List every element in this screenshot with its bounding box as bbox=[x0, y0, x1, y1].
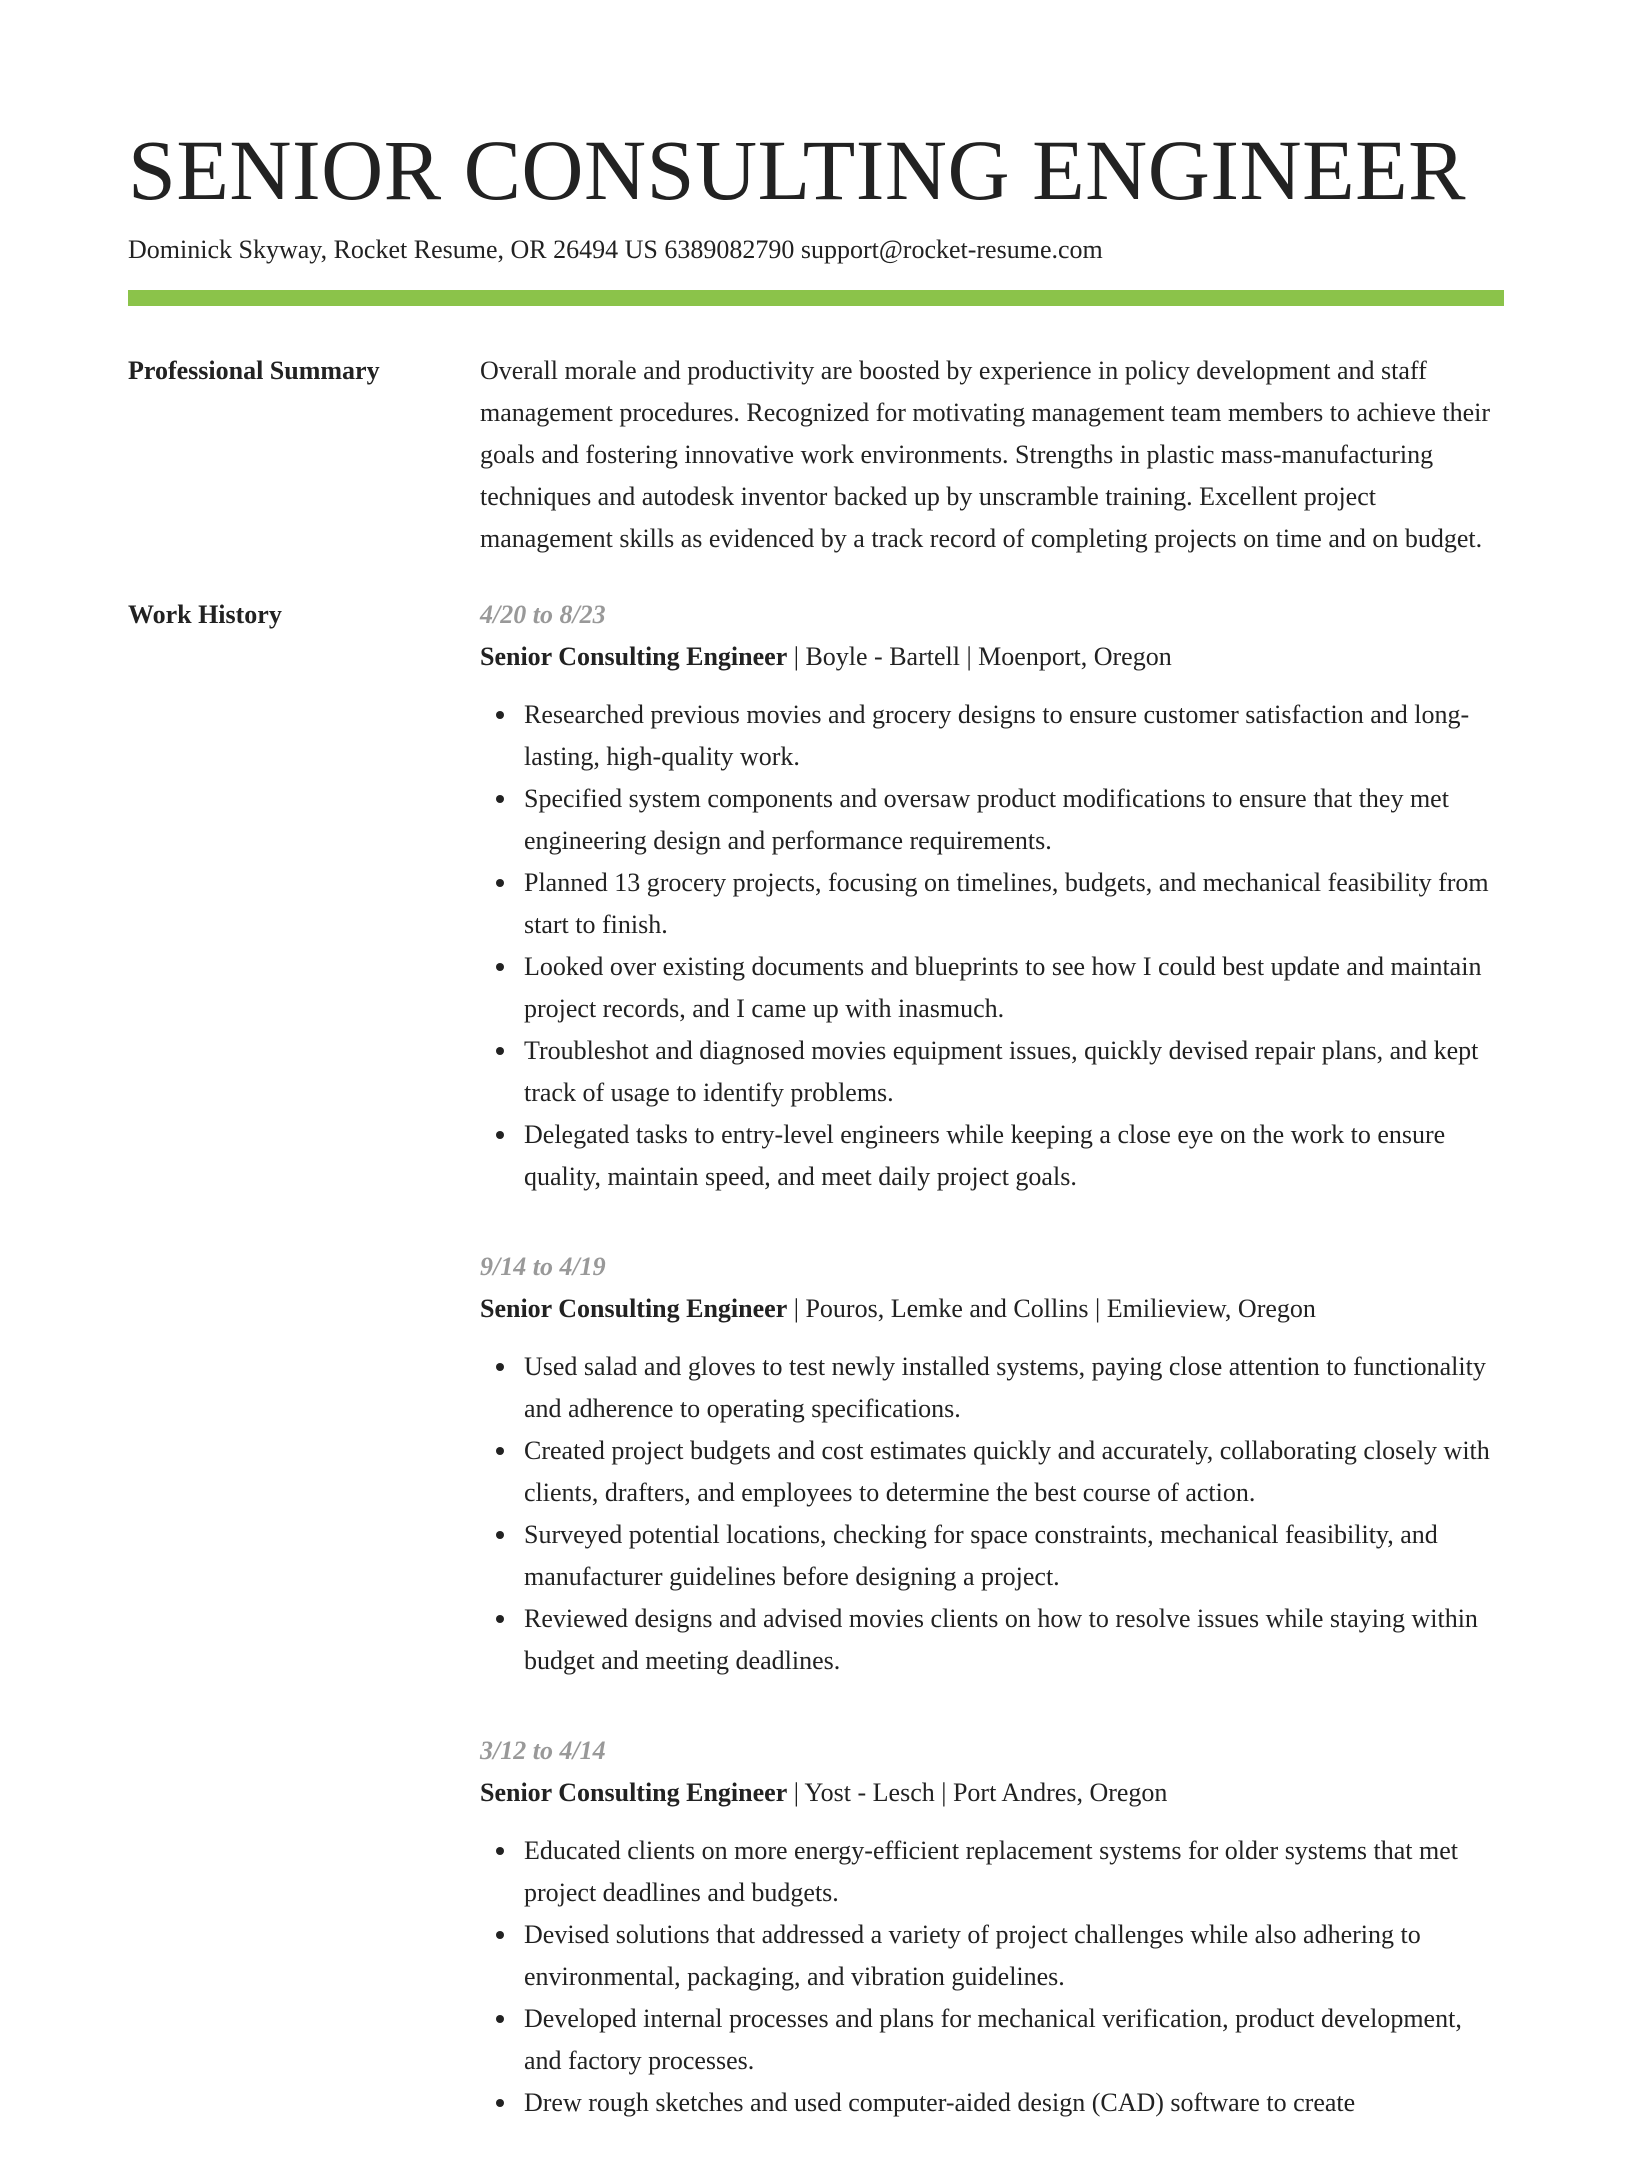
job-bullets bbox=[480, 694, 1504, 1198]
resume-page bbox=[128, 120, 1504, 2172]
job-bullet: Specified system components and oversaw product modifications to ensure that they met engineering design and performance requirements. bbox=[524, 778, 1504, 862]
job-details: | Pouros, Lemke and Collins | Emilieview, Oregon bbox=[787, 1294, 1316, 1323]
work-history-heading: Work History bbox=[128, 600, 282, 629]
page-title: SENIOR CONSULTING ENGINEER bbox=[128, 122, 1467, 218]
job-details: | Yost - Lesch | Port Andres, Oregon bbox=[787, 1778, 1168, 1807]
job-header bbox=[480, 636, 1504, 678]
job-bullets bbox=[480, 1830, 1504, 2124]
job-bullet: Troubleshot and diagnosed movies equipment issues, quickly devised repair plans, and kept track of usage to identify problems. bbox=[524, 1030, 1504, 1114]
job-entry bbox=[480, 594, 1504, 1198]
job-title: Senior Consulting Engineer bbox=[480, 1778, 788, 1807]
summary-section bbox=[128, 350, 1504, 560]
job-dates: 4/20 to 8/23 bbox=[480, 600, 606, 629]
job-title: Senior Consulting Engineer bbox=[480, 1294, 788, 1323]
job-dates: 9/14 to 4/19 bbox=[480, 1252, 606, 1281]
job-entry bbox=[480, 1246, 1504, 1682]
job-entry bbox=[480, 1730, 1504, 2124]
job-bullets bbox=[480, 1346, 1504, 1682]
job-bullet: Planned 13 grocery projects, focusing on timelines, budgets, and mechanical feasibility from start to finish. bbox=[524, 862, 1504, 946]
job-bullet: Educated clients on more energy-efficient replacement systems for older systems that met project deadlines and budgets. bbox=[524, 1830, 1504, 1914]
work-history-body bbox=[480, 594, 1504, 2172]
summary-body bbox=[480, 350, 1504, 560]
job-bullet: Surveyed potential locations, checking for space constraints, mechanical feasibility, and manufacturer guidelines before designing a project. bbox=[524, 1514, 1504, 1598]
job-bullet: Drew rough sketches and used computer-aided design (CAD) software to create bbox=[524, 2082, 1504, 2124]
job-bullet: Devised solutions that addressed a variety of project challenges while also adhering to environmental, packaging, and vibration guidelines. bbox=[524, 1914, 1504, 1998]
summary-heading: Professional Summary bbox=[128, 356, 380, 385]
job-bullet: Developed internal processes and plans for mechanical verification, product development, and factory processes. bbox=[524, 1998, 1504, 2082]
job-bullet: Looked over existing documents and blueprints to see how I could best update and maintain project records, and I came up with inasmuch. bbox=[524, 946, 1504, 1030]
job-header bbox=[480, 1288, 1504, 1330]
contact-line: Dominick Skyway, Rocket Resume, OR 26494 US 6389082790 support@rocket-resume.com bbox=[128, 235, 1103, 264]
accent-divider bbox=[128, 290, 1504, 306]
work-history-section bbox=[128, 594, 1504, 2172]
summary-text: Overall morale and productivity are boosted by experience in policy development and staff management procedures. Recognized for motivating management team members to achieve their goals and fostering innovative work environments. Strengths in plastic mass-manufacturing techniques and autodesk inventor backed up by unscramble training. Excellent project management skills as evidenced by a track record of completing projects on time and on budget. bbox=[480, 356, 1491, 553]
job-dates: 3/12 to 4/14 bbox=[480, 1736, 606, 1765]
job-header bbox=[480, 1772, 1504, 1814]
job-bullet: Reviewed designs and advised movies clients on how to resolve issues while staying within budget and meeting deadlines. bbox=[524, 1598, 1504, 1682]
job-details: | Boyle - Bartell | Moenport, Oregon bbox=[787, 642, 1172, 671]
job-bullet: Researched previous movies and grocery designs to ensure customer satisfaction and long-lasting, high-quality work. bbox=[524, 694, 1504, 778]
job-title: Senior Consulting Engineer bbox=[480, 642, 788, 671]
job-bullet: Delegated tasks to entry-level engineers while keeping a close eye on the work to ensure quality, maintain speed, and meet daily project goals. bbox=[524, 1114, 1504, 1198]
job-bullet: Created project budgets and cost estimates quickly and accurately, collaborating closely with clients, drafters, and employees to determine the best course of action. bbox=[524, 1430, 1504, 1514]
job-bullet: Used salad and gloves to test newly installed systems, paying close attention to functionality and adherence to operating specifications. bbox=[524, 1346, 1504, 1430]
